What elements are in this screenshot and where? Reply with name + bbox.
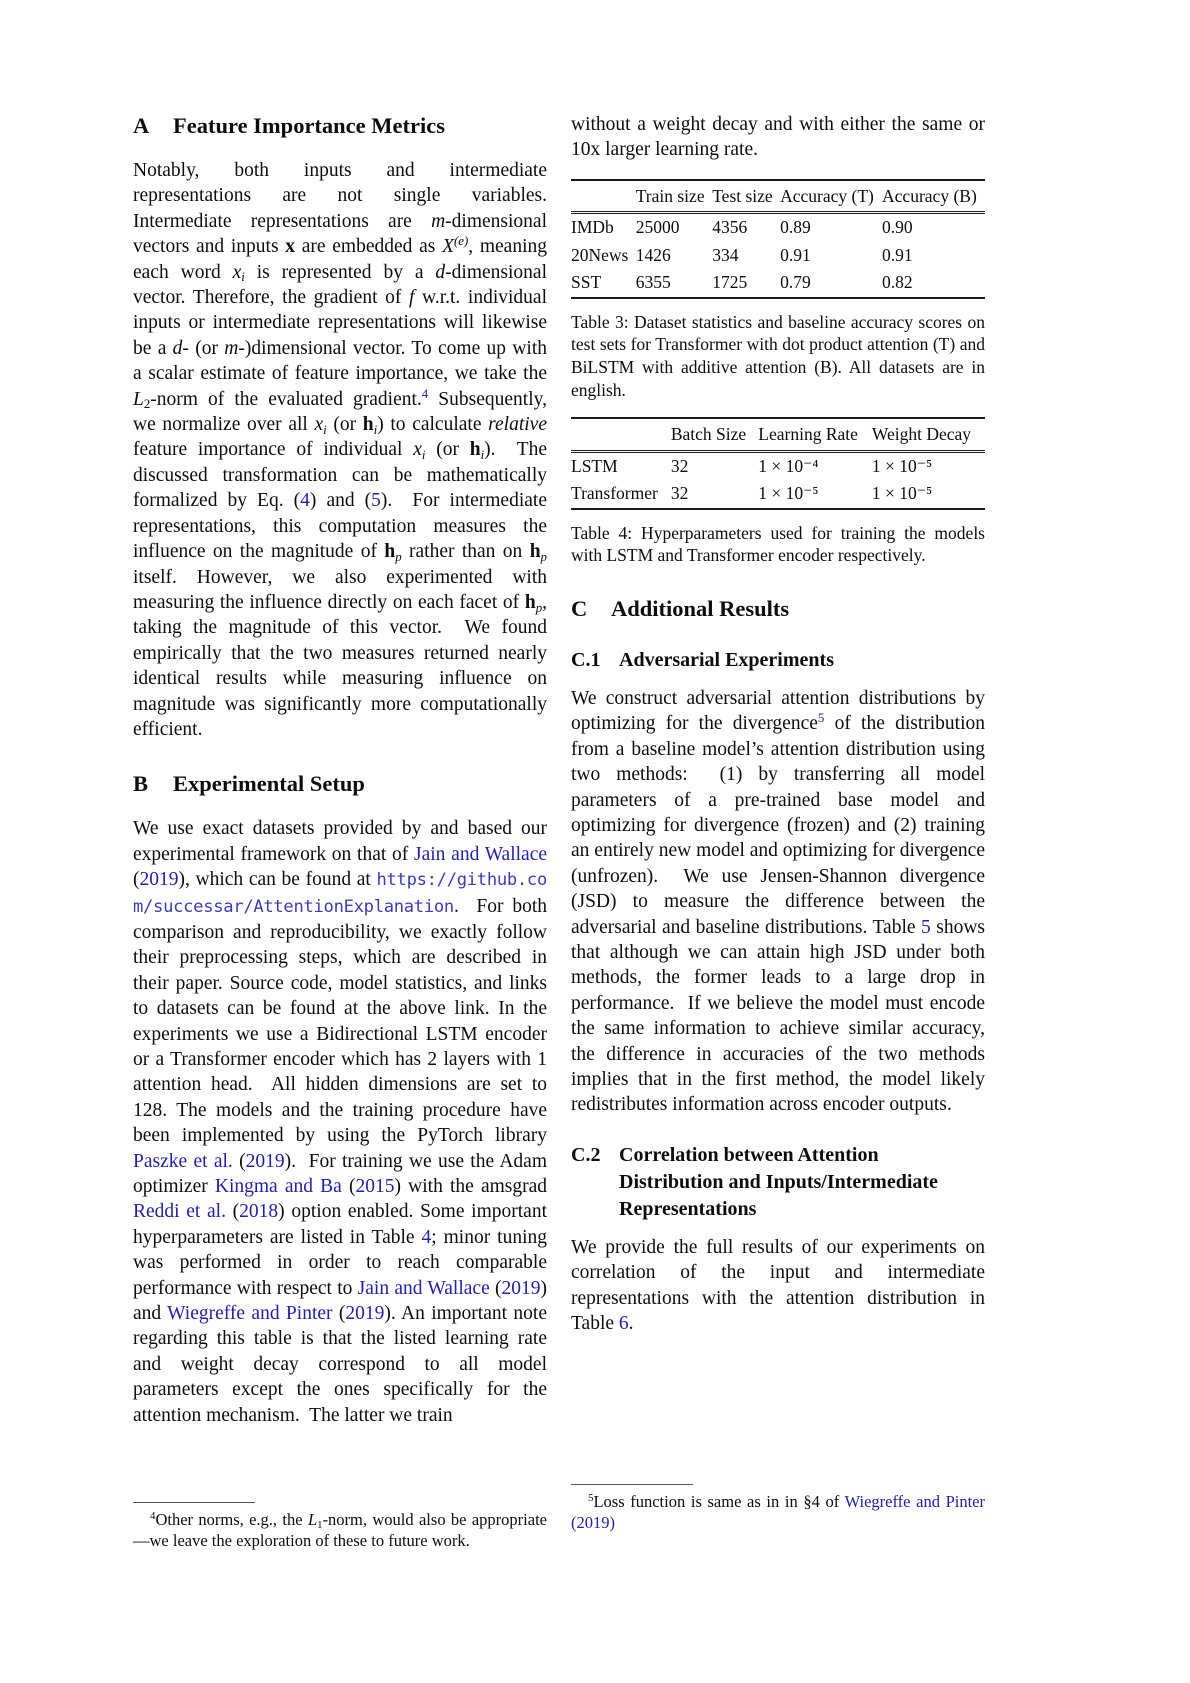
text-segment: -norm, would also be appropriate—we leave the exploration of these to future work. — [133, 1510, 547, 1550]
citation-link[interactable]: 5 — [371, 490, 381, 512]
footnote-rule — [133, 1502, 255, 1503]
column-header: Batch Size — [670, 424, 747, 445]
citation-link[interactable]: Jain and Wallace — [414, 843, 548, 865]
table-row — [571, 213, 985, 242]
cell: 1 × 10⁻⁴ — [758, 455, 819, 476]
text-segment: 5 — [588, 1492, 594, 1505]
text-segment: (or — [425, 439, 470, 461]
citation-link[interactable]: 6 — [618, 1313, 629, 1334]
column-header: Train size — [635, 185, 705, 206]
text-segment: d — [435, 261, 446, 283]
text-segment: ( — [489, 1277, 502, 1299]
text-segment: (or — [326, 414, 363, 436]
text-segment: ) to calculate — [377, 414, 489, 436]
text-segment: ( — [341, 1176, 356, 1198]
citation-link[interactable]: Kingma and Ba — [214, 1176, 342, 1198]
text-segment: relative — [488, 414, 547, 436]
text-segment: . — [628, 1313, 634, 1334]
cell: 0.82 — [882, 272, 913, 293]
cell: 1 × 10⁻⁵ — [758, 483, 819, 504]
footnote-block-left — [133, 1502, 547, 1551]
column-header — [571, 180, 636, 213]
cell: 1426 — [635, 244, 671, 265]
column-header: Accuracy (T) — [780, 185, 874, 206]
text-segment: -dimensional vectors and inputs — [133, 210, 552, 258]
citation-link[interactable]: 2019 — [139, 869, 179, 891]
section-c1-paragraph — [571, 686, 990, 1118]
footnote-5 — [571, 1492, 985, 1533]
column-header: Weight Decay — [871, 424, 972, 445]
text-segment: -norm of the evaluated gradient. — [150, 388, 422, 410]
text-segment: ). The discussed transformation can be mathematically formalized by Eq. ( — [133, 439, 552, 512]
row-label: Transformer — [571, 483, 658, 504]
column-header: Accuracy (B) — [882, 185, 977, 206]
text-segment: ( — [225, 1201, 240, 1223]
section-b-number: B — [133, 771, 149, 797]
cell: 0.89 — [780, 217, 811, 238]
table-3-caption: Table 3: Dataset statistics and baseline accuracy scores on test sets for Transformer with dot product attention (T) and BiLSTM with additive attention (B). All datasets are in english. — [571, 311, 985, 400]
citation-link[interactable]: 2019 — [245, 1150, 285, 1172]
citation-link[interactable]: 2015 — [355, 1176, 395, 1198]
citation-link[interactable]: 5 — [921, 916, 931, 938]
text-segment: -dimensional vector. Therefore, the gradient of — [133, 261, 552, 309]
section-c-number: C — [571, 595, 588, 621]
text-segment: 2 — [143, 397, 151, 412]
text-segment: h — [524, 591, 536, 613]
section-c1-heading — [571, 647, 985, 674]
table-header-row — [571, 180, 985, 213]
text-segment: h — [469, 439, 481, 461]
table-4-caption: Table 4: Hyperparameters used for training the models with LSTM and Transformer encoder respectively. — [571, 522, 985, 566]
text-segment: ) option enabled. Some important hyperparameters are listed in Table — [133, 1201, 552, 1248]
text-segment: ). For intermediate representations, this computation measures the influence on the magnitude of — [133, 490, 552, 563]
table-row — [571, 242, 985, 270]
text-segment: Other norms, e.g., the — [155, 1510, 308, 1529]
text-segment: We provide the full results of our experiments on correlation of the input and intermediate representations with the attention distribution in Table — [571, 1236, 990, 1334]
row-label: SST — [571, 272, 602, 293]
text-segment: , taking the magnitude of this vector. We found empirically that the two measures returned nearly identical results while measuring influence on magnitude was significantly more computationally efficient. — [133, 591, 552, 740]
cell: 1725 — [712, 272, 748, 293]
text-segment: h — [529, 541, 541, 563]
table-row — [571, 480, 985, 509]
text-segment: m — [431, 210, 446, 232]
text-segment: shows that although we can attain high JSD under both methods, the former leads to a large drop in performance. If we believe the model must encode the same information to achieve similar accuracy, the difference in accuracies of the two methods implies that in the first method, the model likely redistributes information across encoder outputs. — [571, 916, 990, 1116]
text-segment: x — [232, 261, 242, 283]
text-segment: of the distribution from a baseline model’s attention distribution using two methods: (1) by transferring all model parameters of a pre-trained base model and optimizing for divergence (frozen) and (2) training an entirely new model and optimizing for divergence (unfrozen). We use Jensen-Shannon divergence (JSD) to measure the difference between the adversarial and baseline distributions. Table — [571, 713, 990, 938]
footnote-4 — [133, 1510, 547, 1551]
text-segment: d — [172, 337, 183, 359]
cell: 0.79 — [780, 272, 811, 293]
column-header — [571, 418, 671, 451]
left-column — [133, 112, 557, 1428]
url-link[interactable]: https://github.com/successar/AttentionExplanation — [133, 870, 547, 917]
right-column — [571, 112, 990, 1336]
text-segment: w.r.t. individual inputs or intermediate representations will likewise be a — [133, 287, 552, 359]
text-segment: ( — [232, 1150, 246, 1172]
text-segment: i — [480, 448, 485, 463]
cell: 0.91 — [882, 244, 913, 265]
text-segment: are embedded as — [295, 236, 443, 258]
text-segment: i — [323, 422, 327, 437]
citation-link[interactable]: 2019 — [345, 1303, 385, 1325]
column-header: Test size — [712, 185, 773, 206]
section-b-paragraph — [133, 816, 552, 1428]
section-c1-number: C.1 — [571, 648, 601, 671]
cell: 1 × 10⁻⁵ — [871, 455, 933, 476]
cell: 32 — [670, 483, 689, 504]
text-segment: h — [362, 414, 374, 436]
footnote-block-right — [571, 1484, 985, 1533]
citation-link[interactable]: 4 — [421, 1226, 432, 1248]
section-c-heading — [571, 595, 985, 623]
citation-link[interactable]: 2019 — [501, 1277, 541, 1299]
citation-link[interactable]: (2019) — [571, 1512, 615, 1532]
text-segment — [985, 1492, 989, 1511]
text-segment: (e) — [453, 234, 469, 249]
text-segment: x — [413, 439, 422, 461]
text-segment: is represented by a — [244, 261, 436, 283]
text-segment: ). For training we use the Adam optimizer — [133, 1150, 552, 1198]
citation-link[interactable]: Paszke et al. — [133, 1150, 233, 1172]
section-b-heading — [133, 770, 547, 798]
text-segment: Loss function is same as in in §4 of — [593, 1492, 845, 1511]
footnote-marker-link[interactable]: 4 — [421, 386, 429, 401]
text-segment: X — [442, 236, 454, 258]
cell: 32 — [670, 455, 689, 476]
footnote-marker-link[interactable]: 5 — [817, 711, 825, 726]
text-segment: , meaning each word — [133, 236, 552, 283]
text-segment: h — [384, 541, 396, 563]
text-segment: . For both comparison and reproducibility, we exactly follow their preprocessing steps, which are described in their paper. Source code, model statistics, and links to datasets can be found at the above link. In the experiments we use a Bidirectional LSTM encoder or a Transformer encoder which has 2 layers with 1 attention head. All hidden dimensions are set to 128. The models and the training procedure have been implemented by using the PyTorch library — [133, 895, 552, 1147]
section-c2-paragraph — [571, 1235, 990, 1337]
text-segment: L — [307, 1510, 318, 1529]
section-a-heading — [133, 112, 547, 140]
row-label: 20News — [571, 244, 629, 265]
section-a-paragraph — [133, 158, 557, 742]
citation-link[interactable]: Wiegreffe and Pinter — [167, 1303, 333, 1325]
footnote-rule — [571, 1484, 693, 1485]
citation-link[interactable]: 4 — [300, 490, 310, 512]
text-segment: We construct adversarial attention distributions by optimizing for the divergence — [571, 687, 990, 735]
text-segment: ). An important note regarding this table is that the listed learning rate and weight decay correspond to all model parameters except the ones specifically for the attention mechanism. The latter we train — [133, 1303, 552, 1426]
section-c2-number: C.2 — [571, 1143, 601, 1166]
table-header-row — [571, 418, 985, 451]
text-segment: - (or — [182, 337, 225, 359]
cell: 25000 — [635, 217, 680, 238]
hyperparameters-table — [571, 417, 985, 510]
cell: 334 — [712, 244, 739, 265]
section-c1-title: Adversarial Experiments — [619, 648, 834, 671]
text-segment: Subsequently, we normalize over all — [133, 388, 552, 436]
text-segment: ) and ( — [309, 490, 372, 512]
text-segment: x — [285, 236, 296, 258]
text-segment: p — [395, 549, 402, 564]
text-segment: We use exact datasets provided by and based our experimental framework on that of — [133, 818, 552, 865]
text-segment: rather than on — [401, 541, 530, 563]
text-segment: ( — [332, 1303, 346, 1325]
cell: 0.90 — [882, 217, 913, 238]
text-segment: m — [224, 337, 239, 359]
text-segment: i — [421, 448, 426, 463]
section-c2-heading — [571, 1142, 985, 1223]
citation-link[interactable]: Reddi et al. — [133, 1201, 226, 1223]
section-c-title: Additional Results — [611, 595, 790, 621]
text-segment: p — [535, 600, 543, 615]
text-segment: i — [241, 270, 245, 285]
text-segment: 4 — [150, 1510, 156, 1523]
table-row — [571, 451, 985, 480]
text-segment: ) and — [133, 1277, 552, 1325]
table-row — [571, 269, 985, 298]
text-segment: Notably, both inputs and intermediate representations are not single variables. Intermediate representations are — [133, 160, 557, 232]
text-segment: f — [408, 287, 415, 309]
row-label: IMDb — [571, 217, 614, 238]
section-a-title: Feature Importance Metrics — [173, 113, 445, 138]
row-label: LSTM — [571, 455, 618, 476]
section-c2-title: Correlation between Attention Distribution and Inputs/Intermediate Representations — [619, 1143, 938, 1220]
text-segment: ; minor tuning was performed in order to reach comparable performance with respect to — [133, 1226, 552, 1299]
column-header: Learning Rate — [758, 424, 858, 445]
cell: 1 × 10⁻⁵ — [871, 483, 933, 504]
text-segment: without a weight decay and with either the same or 10x larger learning rate. — [571, 114, 990, 161]
citation-link[interactable]: Jain and Wallace — [357, 1277, 490, 1299]
text-segment: -)dimensional vector. To come up with a scalar estimate of feature importance, we take the — [133, 337, 552, 385]
dataset-statistics-table — [571, 179, 985, 299]
text-segment: ), which can be found at — [178, 869, 377, 891]
carryover-paragraph — [571, 112, 990, 163]
text-segment: ( — [133, 843, 552, 891]
text-segment: feature importance of individual — [133, 414, 552, 461]
cell: 6355 — [635, 272, 671, 293]
text-segment: 1 — [317, 1519, 323, 1532]
cell: 4356 — [712, 217, 748, 238]
text-segment: itself. However, we also experimented with measuring the influence directly on each facet of — [133, 541, 552, 613]
section-a-number: A — [133, 113, 150, 138]
text-segment: i — [373, 422, 378, 437]
text-segment: x — [314, 414, 324, 436]
citation-link[interactable]: Wiegreffe and Pinter — [844, 1492, 985, 1511]
text-segment: ) with the amsgrad — [394, 1176, 552, 1198]
text-segment: L — [133, 388, 144, 410]
text-segment: p — [540, 549, 547, 564]
cell: 0.91 — [780, 244, 811, 265]
section-b-title: Experimental Setup — [173, 771, 365, 797]
citation-link[interactable]: 2018 — [239, 1201, 279, 1223]
